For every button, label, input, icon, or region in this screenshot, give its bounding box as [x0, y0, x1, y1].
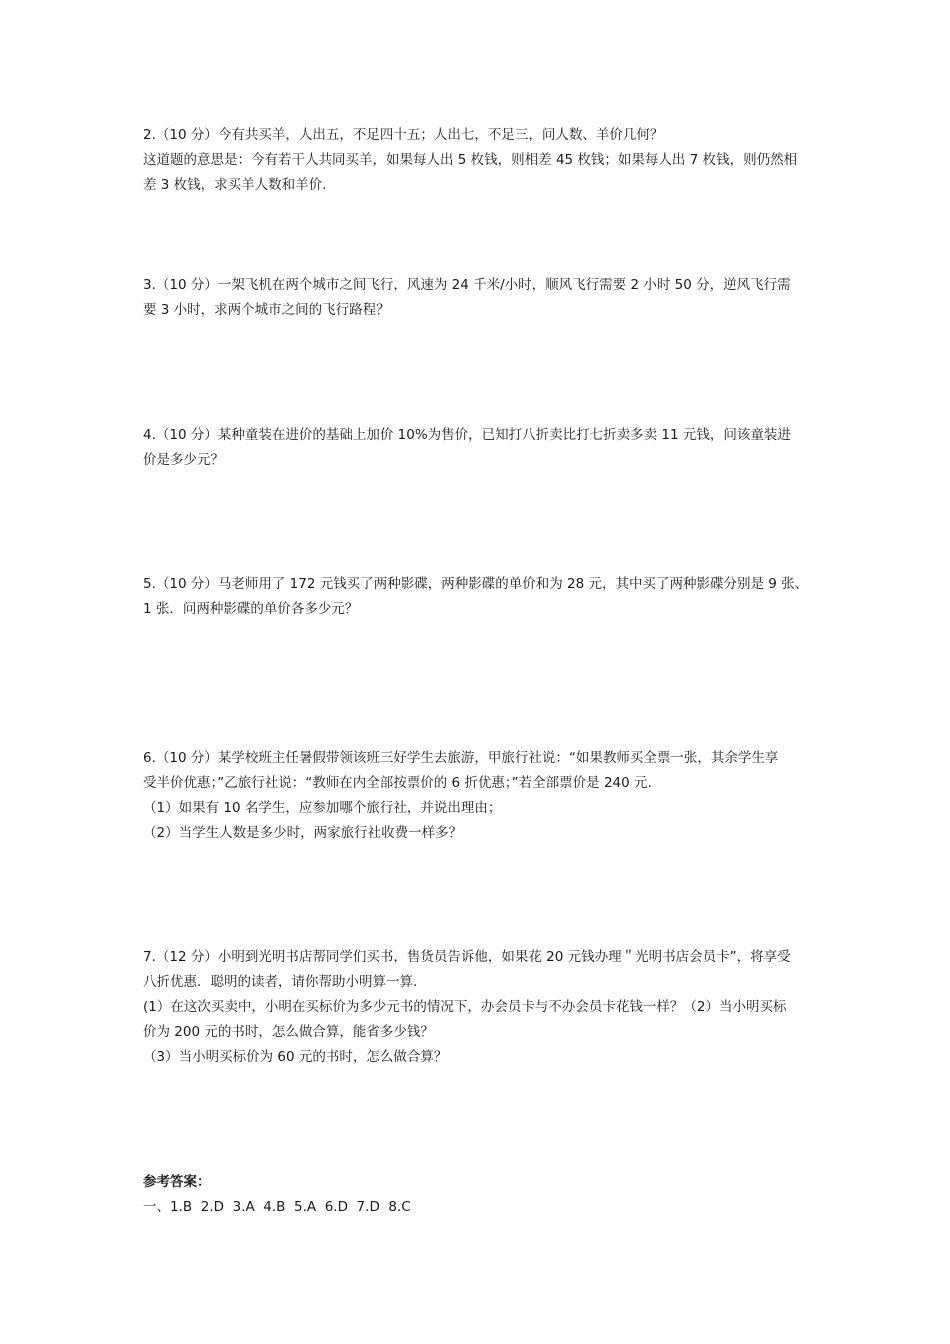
- question-text-line: 价是多少元？: [143, 452, 224, 468]
- answers-heading: 参考答案：: [143, 1174, 211, 1190]
- question-5: [143, 572, 823, 622]
- question-text-line: (1）在这次买卖中，小明在买标价为多少元书的情况下，办会员卡与不办会员卡花钱一样？（2）当小明买标: [143, 999, 787, 1015]
- question-text-line: （2）当学生人数是多少时，两家旅行社收费一样多？: [143, 825, 463, 841]
- question-7: [143, 945, 823, 1070]
- question-text-line: 4.（10 分）某种童装在进价的基础上加价 10%为售价，已知打八折卖比打七折卖多卖 11 元钱，问该童装进: [143, 427, 791, 443]
- question-text-line: 2.（10 分）今有共买羊，人出五，不足四十五；人出七，不足三，问人数、羊价几何？: [143, 127, 664, 143]
- question-text-line: 7.（12 分）小明到光明书店帮同学们买书，售货员告诉他，如果花 20 元钱办理＂光明书店会员卡”，将享受: [143, 949, 791, 965]
- question-6: [143, 746, 823, 846]
- question-text-line: 要 3 小时，求两个城市之间的飞行路程？: [143, 302, 390, 318]
- question-text-line: 6.（10 分）某学校班主任暑假带领该班三好学生去旅游，甲旅行社说：“如果教师买全票一张，其余学生享: [143, 750, 779, 766]
- answers-section: [143, 1170, 823, 1220]
- question-text-line: 价为 200 元的书时，怎么做合算，能省多少钱？: [143, 1024, 434, 1040]
- question-text-line: （1）如果有 10 名学生，应参加哪个旅行社，并说出理由；: [143, 800, 502, 816]
- question-text-line: 5.（10 分）马老师用了 172 元钱买了两种影碟，两种影碟的单价和为 28 元，其中买了两种影碟分别是 9 张、: [143, 576, 809, 592]
- answers-line: 一、1.B 2.D 3.A 4.B 5.A 6.D 7.D 8.C: [143, 1199, 411, 1215]
- question-text-line: 八折优惠．聪明的读者，请你帮助小明算一算.: [143, 974, 418, 990]
- question-text-line: （3）当小明买标价为 60 元的书时，怎么做合算？: [143, 1049, 448, 1065]
- question-text-line: 1 张．问两种影碟的单价各多少元？: [143, 601, 359, 617]
- question-text-line: 差 3 枚钱，求买羊人数和羊价.: [143, 177, 327, 193]
- question-3: [143, 273, 823, 323]
- question-text-line: 受半价优惠；”乙旅行社说：“教师在内全部按票价的 6 折优惠；”若全部票价是 240 元.: [143, 775, 652, 791]
- question-4: [143, 423, 823, 473]
- question-2: [143, 123, 823, 198]
- question-text-line: 3.（10 分）一架飞机在两个城市之间飞行，风速为 24 千米/小时，顺风飞行需要 2 小时 50 分，逆风飞行需: [143, 277, 791, 293]
- question-text-line: 这道题的意思是：今有若干人共同买羊，如果每人出 5 枚钱，则相差 45 枚钱；如果每人出 7 枚钱，则仍然相: [143, 152, 798, 168]
